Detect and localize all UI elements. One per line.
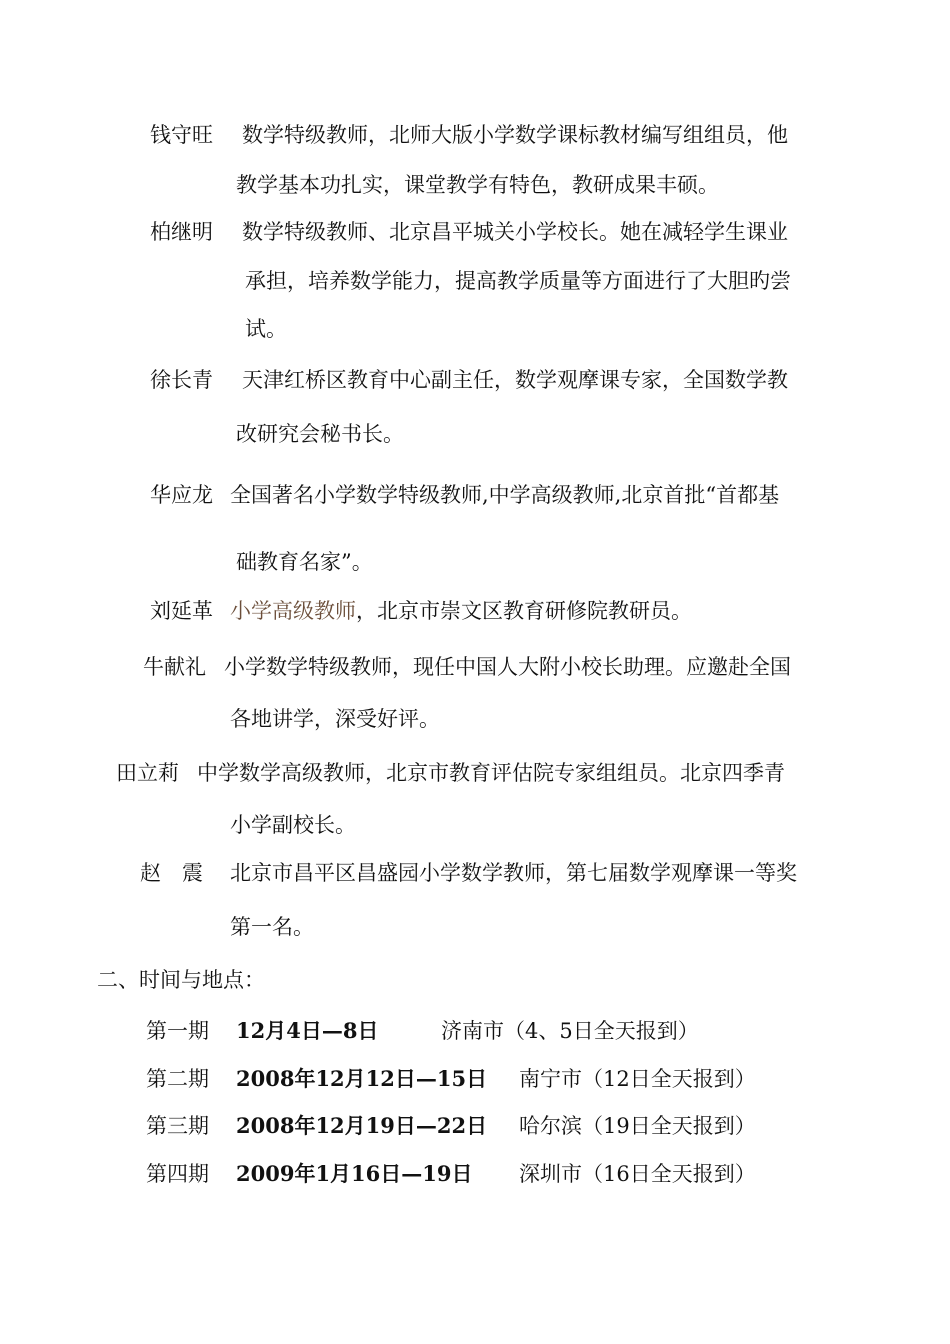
- session-date: 2008年12月12日—15日: [236, 1066, 488, 1091]
- person-desc-line: 数学特级教师、北京昌平城关小学校长。她在减轻学生课业: [242, 220, 788, 244]
- person-desc-line: 试。: [245, 317, 287, 341]
- person-desc-line: 第一名。: [230, 915, 314, 939]
- session-place: 南宁市（12日全天报到）: [519, 1067, 756, 1091]
- person-desc-line: 承担，培养数学能力，提高教学质量等方面进行了大胆旳尝: [245, 269, 791, 293]
- section-heading: 二、时间与地点：: [97, 968, 265, 992]
- person-desc-line: 中学数学高级教师，北京市教育评估院专家组组员。北京四季青: [197, 761, 785, 785]
- person-name: 柏继明: [150, 220, 213, 244]
- person-desc-line: [230, 596, 692, 626]
- person-desc-rest: ，北京市崇文区教育研修院教研员。: [356, 599, 692, 623]
- session-period: 第三期: [146, 1114, 209, 1138]
- person-desc-line: 各地讲学，深受好评。: [230, 707, 440, 731]
- session-date: 2009年1月16日—19日: [236, 1161, 473, 1186]
- person-desc-line: 天津红桥区教育中心副主任，数学观摩课专家，全国数学教: [242, 368, 788, 392]
- person-desc-line: 改研究会秘书长。: [236, 422, 404, 446]
- person-name: 钱守旺: [150, 123, 213, 147]
- person-name: 徐长青: [150, 368, 213, 392]
- person-name: 赵 震: [140, 861, 203, 885]
- session-date: 2008年12月19日—22日: [236, 1113, 488, 1138]
- person-name: 田立莉: [116, 761, 179, 785]
- session-place: 哈尔滨（19日全天报到）: [519, 1114, 756, 1138]
- session-period: 第二期: [146, 1067, 209, 1091]
- person-desc-line: 北京市昌平区昌盛园小学数学教师，第七届数学观摩课一等奖: [230, 861, 797, 885]
- person-desc-line: 数学特级教师，北师大版小学数学课标教材编写组组员，他: [242, 123, 788, 147]
- person-name: 牛献礼: [143, 655, 206, 679]
- session-place: 济南市（4、5日全天报到）: [441, 1019, 699, 1043]
- person-desc-line: 小学数学特级教师，现任中国人大附小校长助理。应邀赴全国: [224, 655, 791, 679]
- session-period: 第四期: [146, 1162, 209, 1186]
- person-name: 刘延革: [150, 599, 213, 623]
- person-desc-line: 础教育名家”。: [236, 550, 373, 574]
- person-name: 华应龙: [150, 483, 213, 507]
- session-period: 第一期: [146, 1019, 209, 1043]
- person-desc-line: 教学基本功扎实，课堂教学有特色，教研成果丰硕。: [236, 173, 719, 197]
- session-date: 12月4日—8日: [236, 1018, 379, 1043]
- person-desc-line: 小学副校长。: [230, 813, 356, 837]
- session-place: 深圳市（16日全天报到）: [519, 1162, 756, 1186]
- highlighted-text: 小学高级教师: [230, 599, 356, 623]
- person-desc-line: 全国著名小学数学特级教师,中学高级教师,北京首批“首都基: [230, 483, 780, 507]
